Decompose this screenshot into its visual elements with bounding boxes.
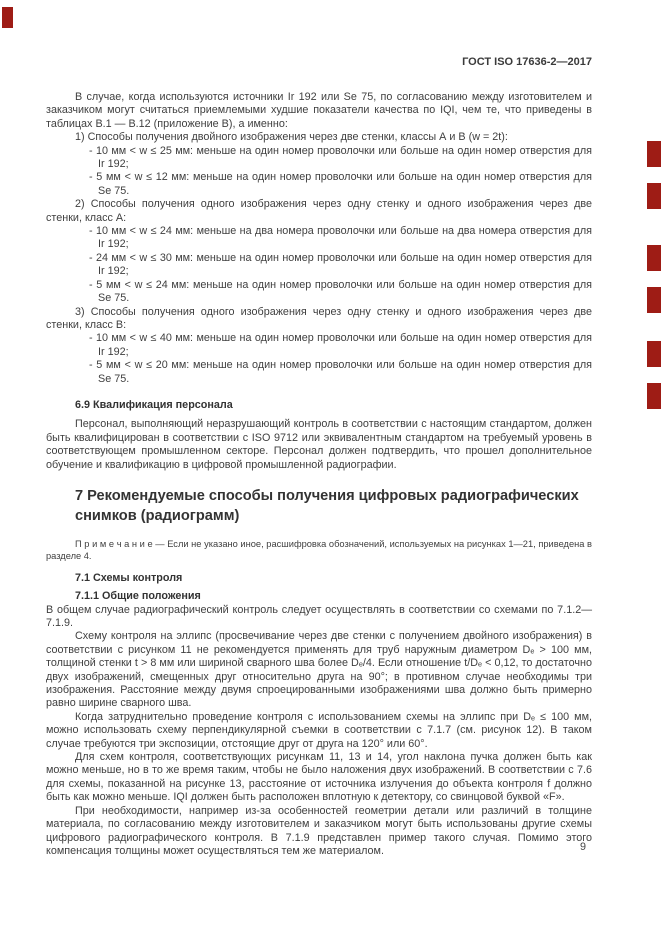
list-item-2-sub: - 24 мм < w ≤ 30 мм: меньше на один номер проволочки или больше на один номер отверстия для Ir 192; [89, 251, 592, 278]
list-item-3-sub: - 5 мм < w ≤ 20 мм: меньше на один номер проволочки или больше на один номер отверстия для Se 75. [89, 359, 592, 385]
document-body [46, 91, 592, 858]
intro-paragraph: В случае, когда используются источники Ir 192 или Se 75, по согласованию между изготовителем и заказчиком могут считаться приемлемыми худшие показатели качества по IQI, чем те, что приведены в таблицах В.1 — В.12 (приложение В), а именно: [46, 91, 592, 130]
list-item-2-sub: - 10 мм < w ≤ 24 мм: меньше на два номера проволочки или больше на два номера отверстия для Ir 192; [89, 225, 592, 251]
section-7-1-1-paragraph: Когда затруднительно проведение контроля с использованием схемы на эллипс при Dₑ ≤ 100 мм, можно использовать схему перпендикулярной съемки в соответствии с 7.1.7 (см. рисунок 12). В таком случае требуются три экспозиции, отстоящие друг от друга на 120° или 60°. [46, 710, 592, 750]
list-item-2-sub: - 5 мм < w ≤ 24 мм: меньше на один номер проволочки или больше на один номер отверстия для Se 75. [89, 278, 592, 305]
page-number: 9 [579, 841, 586, 853]
red-mark [647, 287, 661, 313]
list-item-3-sub: - 10 мм < w ≤ 40 мм: меньше на один номер проволочки или больше на один номер отверстия для Ir 192; [89, 332, 592, 358]
section-heading-7-1-1: 7.1.1 Общие положения [75, 590, 201, 603]
list-item-3-head: 3) Способы получения одного изображения через одну стенку и одного изображения через две стенки, класс В: [46, 305, 592, 331]
red-mark [647, 141, 661, 167]
red-mark [647, 183, 661, 209]
note-text: П р и м е ч а н и е — Если не указано иное, расшифровка обозначений, используемых на рисунках 1—21, приведена в разделе 4. [46, 538, 592, 562]
section-6-9-paragraph: Персонал, выполняющий неразрушающий контроль в соответствии с настоящим стандартом, должен быть квалифицирован в соответствии с ISO 9712 или эквивалентным стандартом на требуемый уровень в соответствующем промышленном секторе. Персонал должен подтвердить, что прошел дополнительное обучение и квалификацию в цифровой промышленной радиографии. [46, 418, 592, 471]
section-heading-7-1: 7.1 Схемы контроля [75, 571, 183, 584]
red-mark [647, 383, 661, 409]
list-item-1-sub: - 5 мм < w ≤ 12 мм: меньше на один номер проволочки или больше на один номер отверстия для Se 75. [89, 171, 592, 197]
standard-designation: ГОСТ ISO 17636-2—2017 [462, 56, 592, 68]
section-heading-7: 7 Рекомендуемые способы получения цифровых радиографических снимков (радиограмм) [75, 487, 579, 525]
section-7-1-1-paragraph: Схему контроля на эллипс (просвечивание через две стенки с получением двойного изображения) в соответствии с рисунком 11 не рекомендуется применять для труб наружным диаметром Dₑ > 100 мм, толщиной стенки t > 8 мм или шириной сварного шва более Dₑ/4. Если отношение t/Dₑ < 0,12, то достаточно двух изображений, смещенных друг относительно друга на 90°; в противном случае необходимы три изображения. Расстояние между двумя спроецированными изображениями шва должно быть примерно равно ширине сварного шва. [46, 630, 592, 710]
red-mark [647, 341, 661, 367]
list-item-1-head: 1) Способы получения двойного изображения через две стенки, классы А и В (w = 2t): [75, 131, 508, 144]
section-7-1-1-paragraph: В общем случае радиографический контроль следует осуществлять в соответствии со схемами по 7.1.2—7.1.9. [46, 603, 592, 629]
red-mark [647, 245, 661, 271]
section-7-1-1-paragraph: При необходимости, например из-за особенностей геометрии детали или различий в толщине материала, по согласованию между изготовителем и заказчиком могут быть использованы другие схемы цифрового радиографического контроля. В 7.1.9 представлен пример такого случая. Помимо этого компенсация толщины может осуществляться тем же материалом. [46, 804, 592, 857]
list-item-1-sub: - 10 мм < w ≤ 25 мм: меньше на один номер проволочки или больше на один номер отверстия для Ir 192; [89, 144, 592, 171]
section-heading-6-9: 6.9 Квалификация персонала [75, 398, 233, 411]
section-7-1-1-paragraph: Для схем контроля, соответствующих рисункам 11, 13 и 14, угол наклона пучка должен быть как можно меньше, но в то же время таким, чтобы не было наложения двух изображений. В соответствии с 7.6 для схемы, показанной на рисунке 13, расстояние от источника излучения до объекта контроля f должно быть как можно меньше. IQI должен быть расположен вплотную к детектору, со свинцовой буквой «F». [46, 751, 592, 804]
list-item-2-head: 2) Способы получения одного изображения через одну стенку и одного изображения через две стенки, класс А: [46, 198, 592, 224]
red-mark [2, 7, 13, 28]
